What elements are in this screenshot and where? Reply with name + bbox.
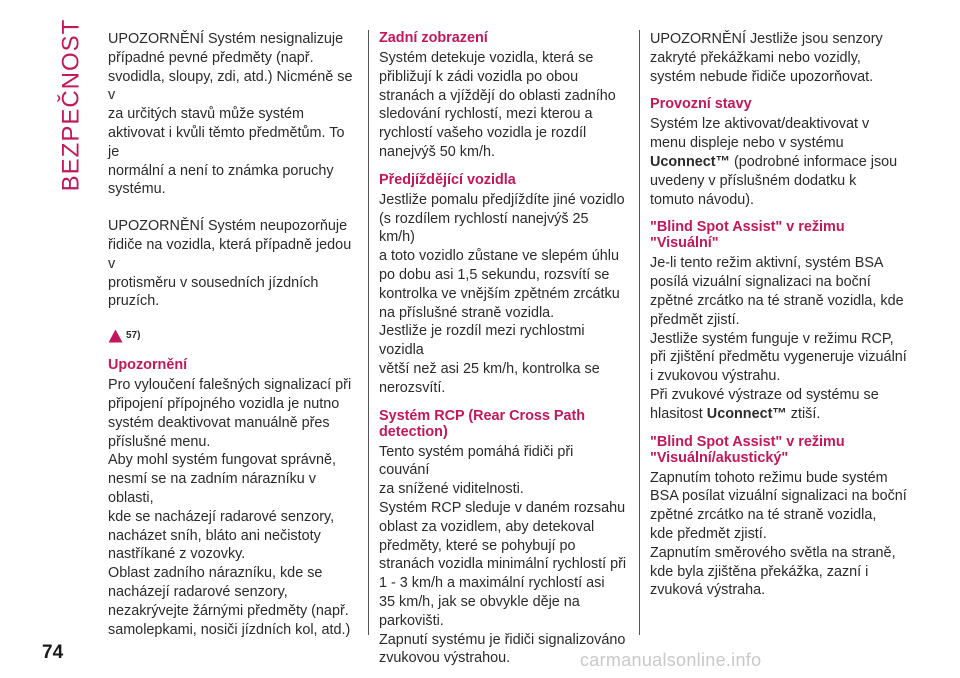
- uconnect-keyword: Uconnect™: [650, 153, 730, 170]
- page-number: 74: [42, 642, 64, 663]
- notice-paragraph: UPOZORNĚNÍ Systém neupozorňuje řidiče na vozidla, která případně jedou v protisměru v sousedních jízdních pruzích.: [108, 218, 352, 310]
- text-run: ztiší.: [786, 405, 821, 422]
- section-operating-states: [650, 96, 910, 209]
- column-1: [108, 30, 356, 639]
- text-run: (podrobné informace jsou uvedeny v příslušném dodatku k tomuto návodu).: [650, 153, 898, 208]
- column-2: [379, 30, 627, 668]
- section-heading: Zadní zobrazení: [379, 30, 488, 46]
- section-text: [650, 115, 910, 209]
- warning-reference: 57): [126, 329, 141, 341]
- text-run: Je-li tento režim aktivní, systém BSA posílá vizuální signalizaci na boční zpětné zrcátko na té straně vozidla, kde předmět zjistí. Jestliže systém funguje v režimu RCP, při zjištění předmětu vygeneruje vizuální i zvukovou výstrahu. Při zvukové výstraze od systému se hlasitost: [650, 255, 907, 422]
- section-visual-mode: [650, 219, 910, 423]
- watermark: carmanualsonline.info: [580, 650, 762, 670]
- section-rcp: [379, 408, 627, 669]
- column-divider: [368, 30, 369, 635]
- section-visual-acoustic-mode: [650, 434, 910, 601]
- warning-text: Pro vyloučení falešných signalizací při připojení přípojného vozidla je nutno systém deaktivovat manuálně přes příslušné menu. Aby mohl systém fungovat správně, nesmí se na zadním nárazníku v oblasti, kde se nacházejí radarové senzory, nacházet sníh, bláto ani nečistoty nastříkané z vozovky. Oblast zadního nárazníku, kde se nacházejí radarové senzory, nezakrývejte žárnými předměty (např. samolepkami, nosiči jízdních kol, atd.): [108, 377, 352, 638]
- notice-paragraph: UPOZORNĚNÍ Jestliže jsou senzory zakryté překážkami nebo vozidly, systém nebude řidiče upozorňovat.: [650, 31, 883, 85]
- section-heading: "Blind Spot Assist" v režimu "Visuální": [650, 219, 845, 252]
- section-heading: Systém RCP (Rear Cross Path detection): [379, 407, 586, 440]
- warning-heading: Upozornění: [108, 357, 188, 374]
- section-text: [650, 254, 910, 423]
- warning-triangle-icon: [108, 329, 123, 343]
- section-title-text: BEZPEČNOST: [57, 18, 85, 192]
- uconnect-keyword: Uconnect™: [706, 405, 787, 422]
- section-heading: "Blind Spot Assist" v režimu "Visuální/akustický": [650, 433, 845, 466]
- notice-paragraph: UPOZORNĚNÍ Systém nesignalizuje případné pevné předměty (např. svodidla, sloupy, zdi, atd.) Nicméně se v za určitých stavů může systém aktivovat i kvůli těmto předmětům. To je normální a není to známka poruchy systému.: [108, 31, 353, 198]
- section-rear-view: [379, 30, 627, 162]
- column-3: [650, 30, 910, 600]
- section-notice: [650, 30, 910, 86]
- section-text: Zapnutím tohoto režimu bude systém BSA posílat vizuální signalizaci na boční zpětné zrcátko na té straně vozidla, kde předmět zjistí. Zapnutím směrového světla na straně, kde byla zjištěna překážka, zazní i zvuková výstraha.: [650, 469, 907, 599]
- section-overtaking: [379, 172, 627, 398]
- section-title: [57, 18, 85, 192]
- section-text: Tento systém pomáhá řidiči při couvání za snížené viditelnosti. Systém RCP sleduje v daném rozsahu oblast za vozidlem, aby detekoval předměty, které se pohybují po stranách vozidla minimální rychlostí při 1 - 3 km/h a maximální rychlostí asi 35 km/h, jak se obvykle děje na parkovišti. Zapnutí systému je řidiči signalizováno zvukovou výstrahou.: [379, 443, 627, 667]
- section-text: Systém detekuje vozidla, která se přibližují k zádi vozidla po obou stranách a vjíždějí do oblasti zadního sledování rychlostí, mezi kterou a rychlostí vašeho vozidla je rozdíl nanejvýš 50 km/h.: [379, 50, 616, 160]
- section-heading: Provozní stavy: [650, 96, 752, 113]
- column-divider: [639, 30, 640, 635]
- warning-marker: [108, 327, 356, 345]
- section-text: Jestliže pomalu předjíždíte jiné vozidlo (s rozdílem rychlostí nanejvýš 25 km/h) a toto vozidlo zůstane ve slepém úhlu po dobu asi 1,5 sekundu, rozsvítí se kontrolka ve vnějším zpětném zrcátku na příslušné straně vozidla. Jestliže je rozdíl mezi rychlostmi vozidla větší než asi 25 km/h, kontrolka se nerozsvítí.: [379, 191, 625, 396]
- section-heading: Předjíždějící vozidla: [379, 171, 516, 188]
- text-run: Systém lze aktivovat/deaktivovat v menu displeje nebo v systému: [650, 116, 870, 152]
